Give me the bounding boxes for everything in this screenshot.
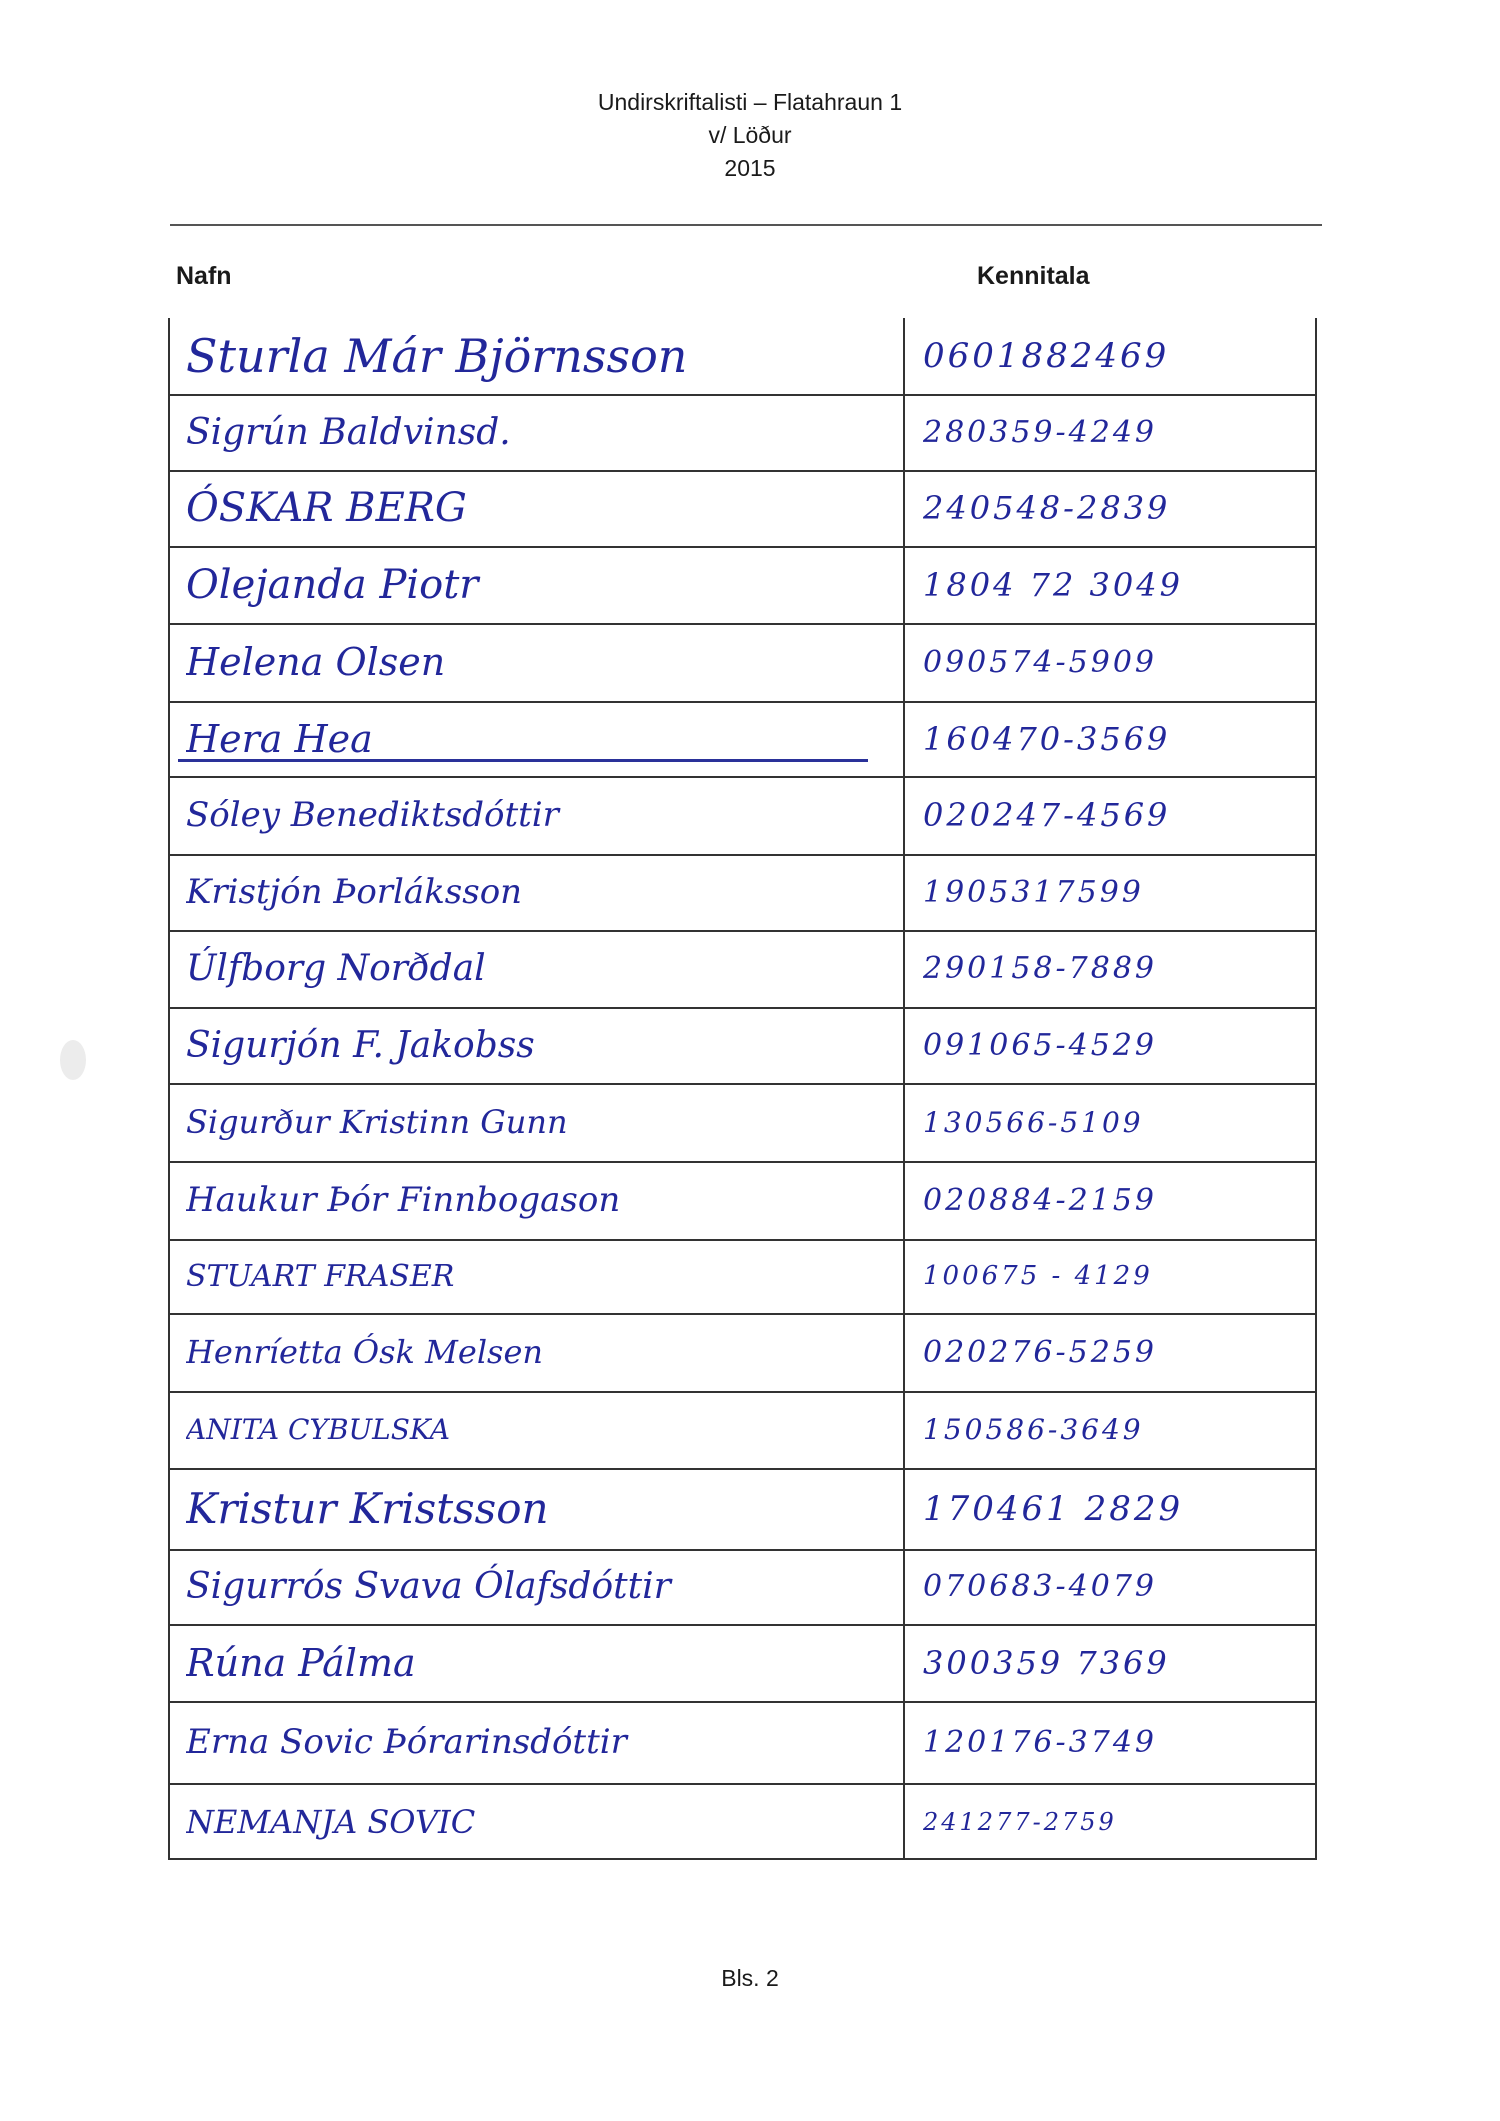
- signature-kennitala: 130566-5109: [923, 1105, 1144, 1139]
- document-header: [0, 86, 1500, 185]
- signature-name: Kristjón Þorláksson: [186, 872, 523, 912]
- signature-kennitala: 160470-3569: [923, 719, 1171, 758]
- signature-name: Kristur Kristsson: [186, 1484, 549, 1533]
- signature-name: Sóley Benediktsdóttir: [186, 795, 559, 835]
- table-row: [168, 394, 1317, 470]
- table-row: [168, 776, 1317, 854]
- table-row: [168, 1313, 1317, 1391]
- signature-name: STUART FRASER: [186, 1258, 455, 1294]
- signature-name: ANITA CYBULSKA: [186, 1413, 450, 1446]
- table-row: [168, 470, 1317, 546]
- signature-kennitala: 241277-2759: [923, 1807, 1117, 1836]
- signature-kennitala: 1905317599: [923, 874, 1144, 910]
- signature-kennitala: 020276-5259: [923, 1334, 1158, 1370]
- signature-kennitala: 100675 - 4129: [923, 1261, 1153, 1291]
- signature-kennitala: 280359-4249: [923, 414, 1158, 450]
- signature-kennitala: 020247-4569: [923, 796, 1171, 834]
- name-column-header: Nafn: [176, 262, 232, 290]
- table-row: [168, 623, 1317, 701]
- header-rule: [170, 224, 1322, 226]
- signature-kennitala: 090574-5909: [923, 644, 1158, 680]
- signature-name: Hera Hea: [186, 716, 373, 761]
- signature-kennitala: 070683-4079: [923, 1569, 1158, 1604]
- page-number: Bls. 2: [721, 1965, 779, 1991]
- signature-kennitala: 290158-7889: [923, 951, 1158, 986]
- document-subtitle: v/ Löður: [708, 122, 792, 148]
- signature-name: Henríetta Ósk Melsen: [186, 1333, 544, 1371]
- signature-name: Sigurður Kristinn Gunn: [186, 1103, 568, 1141]
- kennitala-column-header: Kennitala: [977, 262, 1090, 290]
- signature-name: Rúna Pálma: [186, 1640, 416, 1685]
- document-title: Undirskriftalisti – Flatahraun 1: [597, 89, 903, 115]
- signature-kennitala: 091065-4529: [923, 1027, 1158, 1063]
- table-row: [168, 1007, 1317, 1083]
- signature-name: Erna Sovic Þórarinsdóttir: [186, 1722, 627, 1762]
- table-row: [168, 318, 1317, 394]
- signature-kennitala: 240548-2839: [923, 489, 1171, 527]
- strike-through-mark: [178, 759, 868, 762]
- document-year: 2015: [724, 155, 776, 181]
- table-row: [168, 1468, 1317, 1549]
- signature-kennitala: 0601882469: [923, 336, 1170, 376]
- signature-table: [168, 318, 1317, 1860]
- table-row: [168, 1391, 1317, 1468]
- signature-name: Sigrún Baldvinsd.: [186, 411, 511, 453]
- signature-name: Sigurjón F. Jakobss: [186, 1024, 535, 1066]
- table-row: [168, 701, 1317, 776]
- signature-name: Sturla Már Björnsson: [186, 329, 688, 383]
- signature-kennitala: 170461 2829: [923, 1488, 1184, 1529]
- signature-kennitala: 120176-3749: [923, 1724, 1158, 1760]
- signature-kennitala: 300359 7369: [923, 1643, 1170, 1682]
- signature-name: Helena Olsen: [186, 640, 446, 684]
- table-row: [168, 930, 1317, 1007]
- table-row: [168, 1239, 1317, 1313]
- table-row: [168, 1161, 1317, 1239]
- signature-name: Olejanda Piotr: [186, 561, 479, 608]
- signature-kennitala: 1804 72 3049: [923, 565, 1183, 604]
- signature-kennitala: 150586-3649: [923, 1413, 1144, 1446]
- table-row: [168, 1549, 1317, 1624]
- signature-name: ÓSKAR BERG: [186, 485, 467, 531]
- signature-name: Sigurrós Svava Ólafsdóttir: [186, 1566, 671, 1607]
- table-row: [168, 1083, 1317, 1161]
- signature-name: Haukur Þór Finnbogason: [186, 1180, 621, 1220]
- signature-name: NEMANJA SOVIC: [186, 1802, 476, 1841]
- table-row: [168, 1783, 1317, 1860]
- signature-kennitala: 020884-2159: [923, 1182, 1158, 1218]
- signature-name: Úlfborg Norðdal: [186, 948, 486, 989]
- table-row: [168, 546, 1317, 623]
- scan-mark: [60, 1040, 86, 1080]
- table-bottom-border: [168, 1858, 1317, 1860]
- table-row: [168, 854, 1317, 930]
- table-row: [168, 1701, 1317, 1783]
- table-row: [168, 1624, 1317, 1701]
